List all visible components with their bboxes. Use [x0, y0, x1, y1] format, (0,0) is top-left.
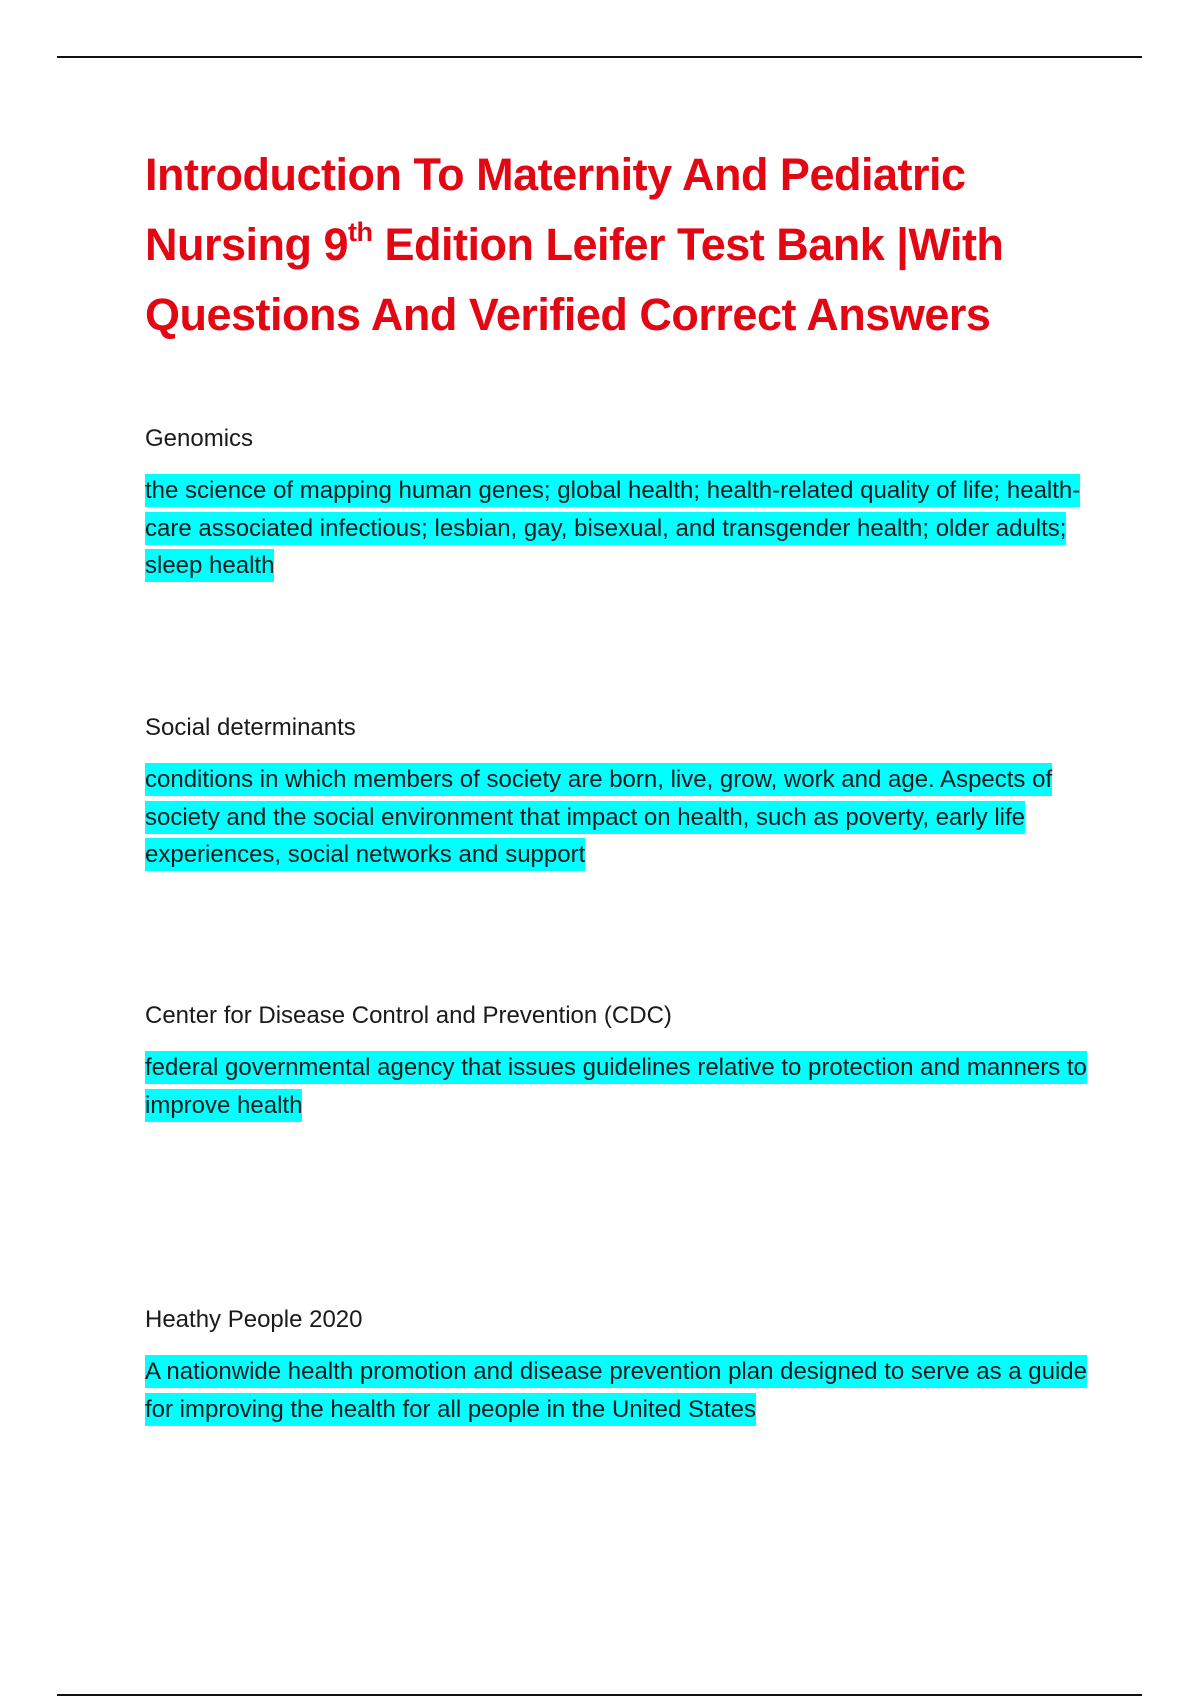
entry-term: Heathy People 2020 [145, 1306, 363, 1333]
entry-term: Social determinants [145, 714, 356, 741]
entry-term: Center for Disease Control and Prevention (CDC) [145, 1002, 672, 1029]
entry-cdc [145, 1001, 1095, 1124]
entry-definition [145, 472, 1095, 585]
definition-highlight: the science of mapping human genes; global health; health-related quality of life; health-care associated infectious; lesbian, gay, bisexual, and transgender health; older adults; sleep health [145, 474, 1080, 582]
entry-genomics [145, 424, 1095, 585]
definition-highlight: conditions in which members of society are born, live, grow, work and age. Aspects of society and the social environment that impact on health, such as poverty, early life experiences, social networks and support [145, 763, 1052, 871]
entry-healthy-people-2020 [145, 1305, 1095, 1428]
title-superscript: th [348, 217, 373, 247]
document-title [145, 140, 1095, 350]
entry-term: Genomics [145, 425, 254, 452]
entry-definition [145, 761, 1095, 874]
title-part-2: Edition Leifer Test Bank |With Questions And Verified Correct Answers [145, 219, 1004, 340]
entry-social-determinants [145, 713, 1095, 874]
definition-highlight: A nationwide health promotion and disease prevention plan designed to serve as a guide for improving the health for all people in the United States [145, 1355, 1087, 1426]
top-rule [57, 56, 1142, 58]
entry-definition [145, 1049, 1095, 1124]
definition-highlight: federal governmental agency that issues guidelines relative to protection and manners to improve health [145, 1051, 1087, 1122]
entry-definition [145, 1353, 1095, 1428]
bottom-rule [57, 1694, 1142, 1696]
title-part-1: Introduction To Maternity And Pediatric Nursing 9 [145, 149, 966, 270]
